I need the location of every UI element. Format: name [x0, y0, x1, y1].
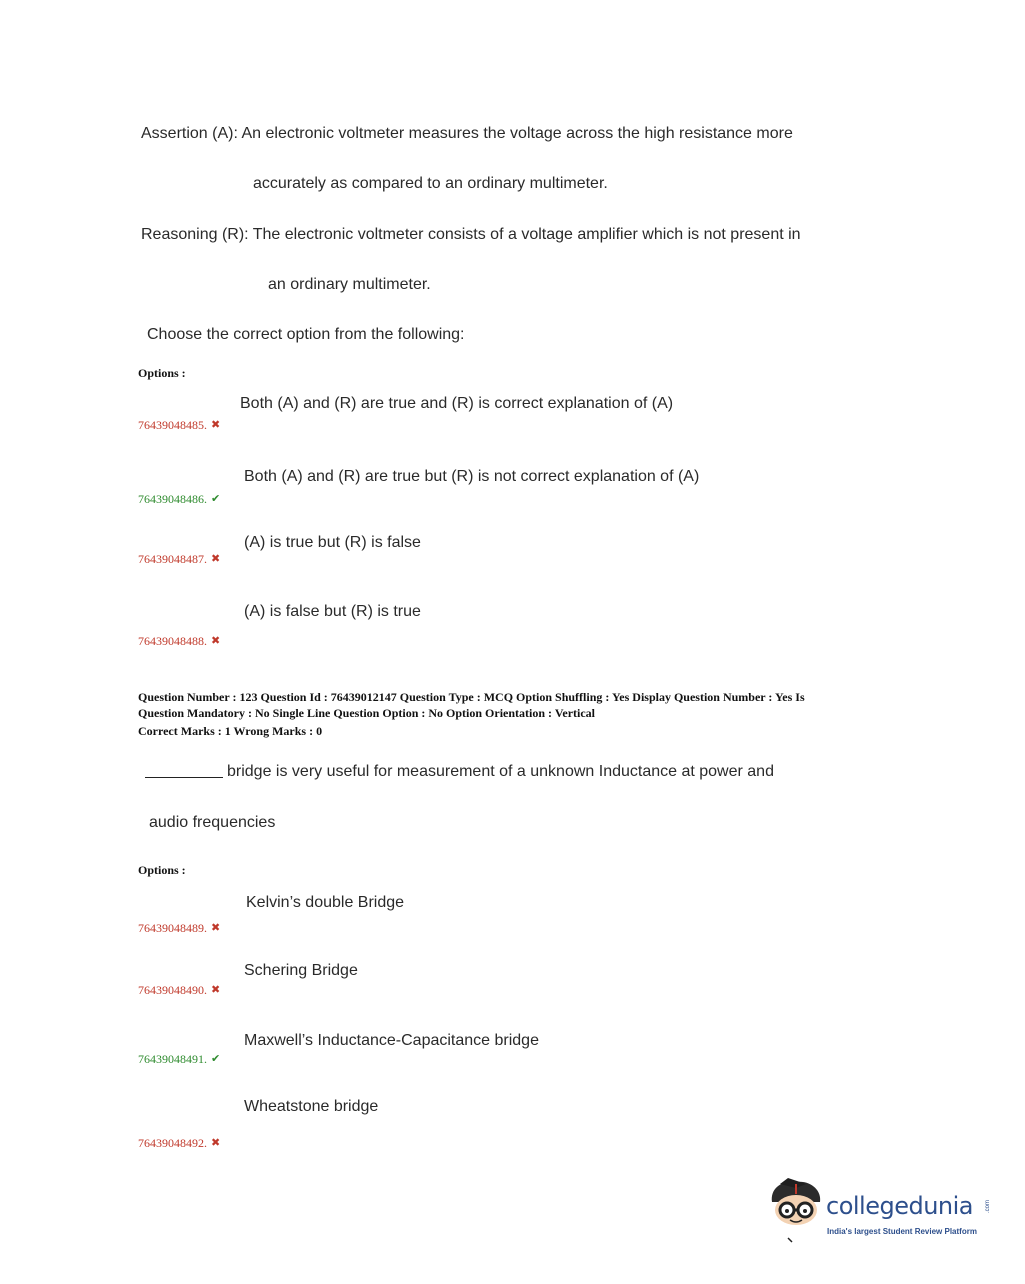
- question-prompt: Choose the correct option from the following:: [147, 326, 465, 343]
- wrong-mark-icon: ✖: [211, 553, 221, 565]
- option-text: Wheatstone bridge: [244, 1098, 379, 1115]
- logo-tagline: India's largest Student Review Platform: [827, 1227, 977, 1236]
- option-id: 76439048487. ✖: [138, 552, 221, 566]
- reasoning-line-1: Reasoning (R): The electronic voltmeter consists of a voltage amplifier which is not present in: [141, 226, 801, 243]
- assertion-line-2: accurately as compared to an ordinary multimeter.: [253, 175, 608, 192]
- options-label: Options :: [138, 863, 186, 877]
- option-text: (A) is false but (R) is true: [244, 603, 421, 620]
- options-label: Options :: [138, 366, 186, 380]
- wrong-mark-icon: ✖: [211, 635, 221, 647]
- logo-wordmark: collegedunia: [826, 1192, 974, 1220]
- option-id: 76439048491. ✔: [138, 1052, 221, 1066]
- question-meta-line-1: Question Number : 123 Question Id : 76439012147 Question Type : MCQ Option Shuffling : Yes Display Question Number : Yes Is: [138, 690, 805, 704]
- logo-com-suffix: .com: [985, 1200, 991, 1214]
- collegedunia-mascot-icon: [766, 1176, 830, 1246]
- question-meta-line-2: Question Mandatory : No Single Line Question Option : No Option Orientation : Vertical: [138, 706, 596, 720]
- question-stem-line-1: bridge is very useful for measurement of a unknown Inductance at power and: [145, 763, 774, 781]
- option-id: 76439048492. ✖: [138, 1136, 221, 1150]
- question-stem-line-2: audio frequencies: [149, 814, 276, 831]
- option-id: 76439048489. ✖: [138, 921, 221, 935]
- wrong-mark-icon: ✖: [211, 922, 221, 934]
- correct-check-icon: ✔: [211, 493, 221, 505]
- fill-blank: [145, 777, 223, 778]
- option-id: 76439048490. ✖: [138, 983, 221, 997]
- question-meta-line-3: Correct Marks : 1 Wrong Marks : 0: [138, 724, 323, 738]
- option-text: Both (A) and (R) are true but (R) is not correct explanation of (A): [244, 468, 700, 485]
- assertion-line-1: Assertion (A): An electronic voltmeter measures the voltage across the high resistance more: [141, 125, 793, 142]
- option-id: 76439048486. ✔: [138, 492, 221, 506]
- option-text: (A) is true but (R) is false: [244, 534, 421, 551]
- option-text: Both (A) and (R) are true and (R) is correct explanation of (A): [240, 395, 674, 412]
- option-text: Maxwell’s Inductance-Capacitance bridge: [244, 1032, 539, 1049]
- correct-check-icon: ✔: [211, 1053, 221, 1065]
- reasoning-line-2: an ordinary multimeter.: [268, 276, 431, 293]
- option-text: Kelvin’s double Bridge: [246, 894, 405, 911]
- wrong-mark-icon: ✖: [211, 419, 221, 431]
- option-id: 76439048488. ✖: [138, 634, 221, 648]
- option-text: Schering Bridge: [244, 962, 358, 979]
- wrong-mark-icon: ✖: [211, 1137, 221, 1149]
- wrong-mark-icon: ✖: [211, 984, 221, 996]
- option-id: 76439048485. ✖: [138, 418, 221, 432]
